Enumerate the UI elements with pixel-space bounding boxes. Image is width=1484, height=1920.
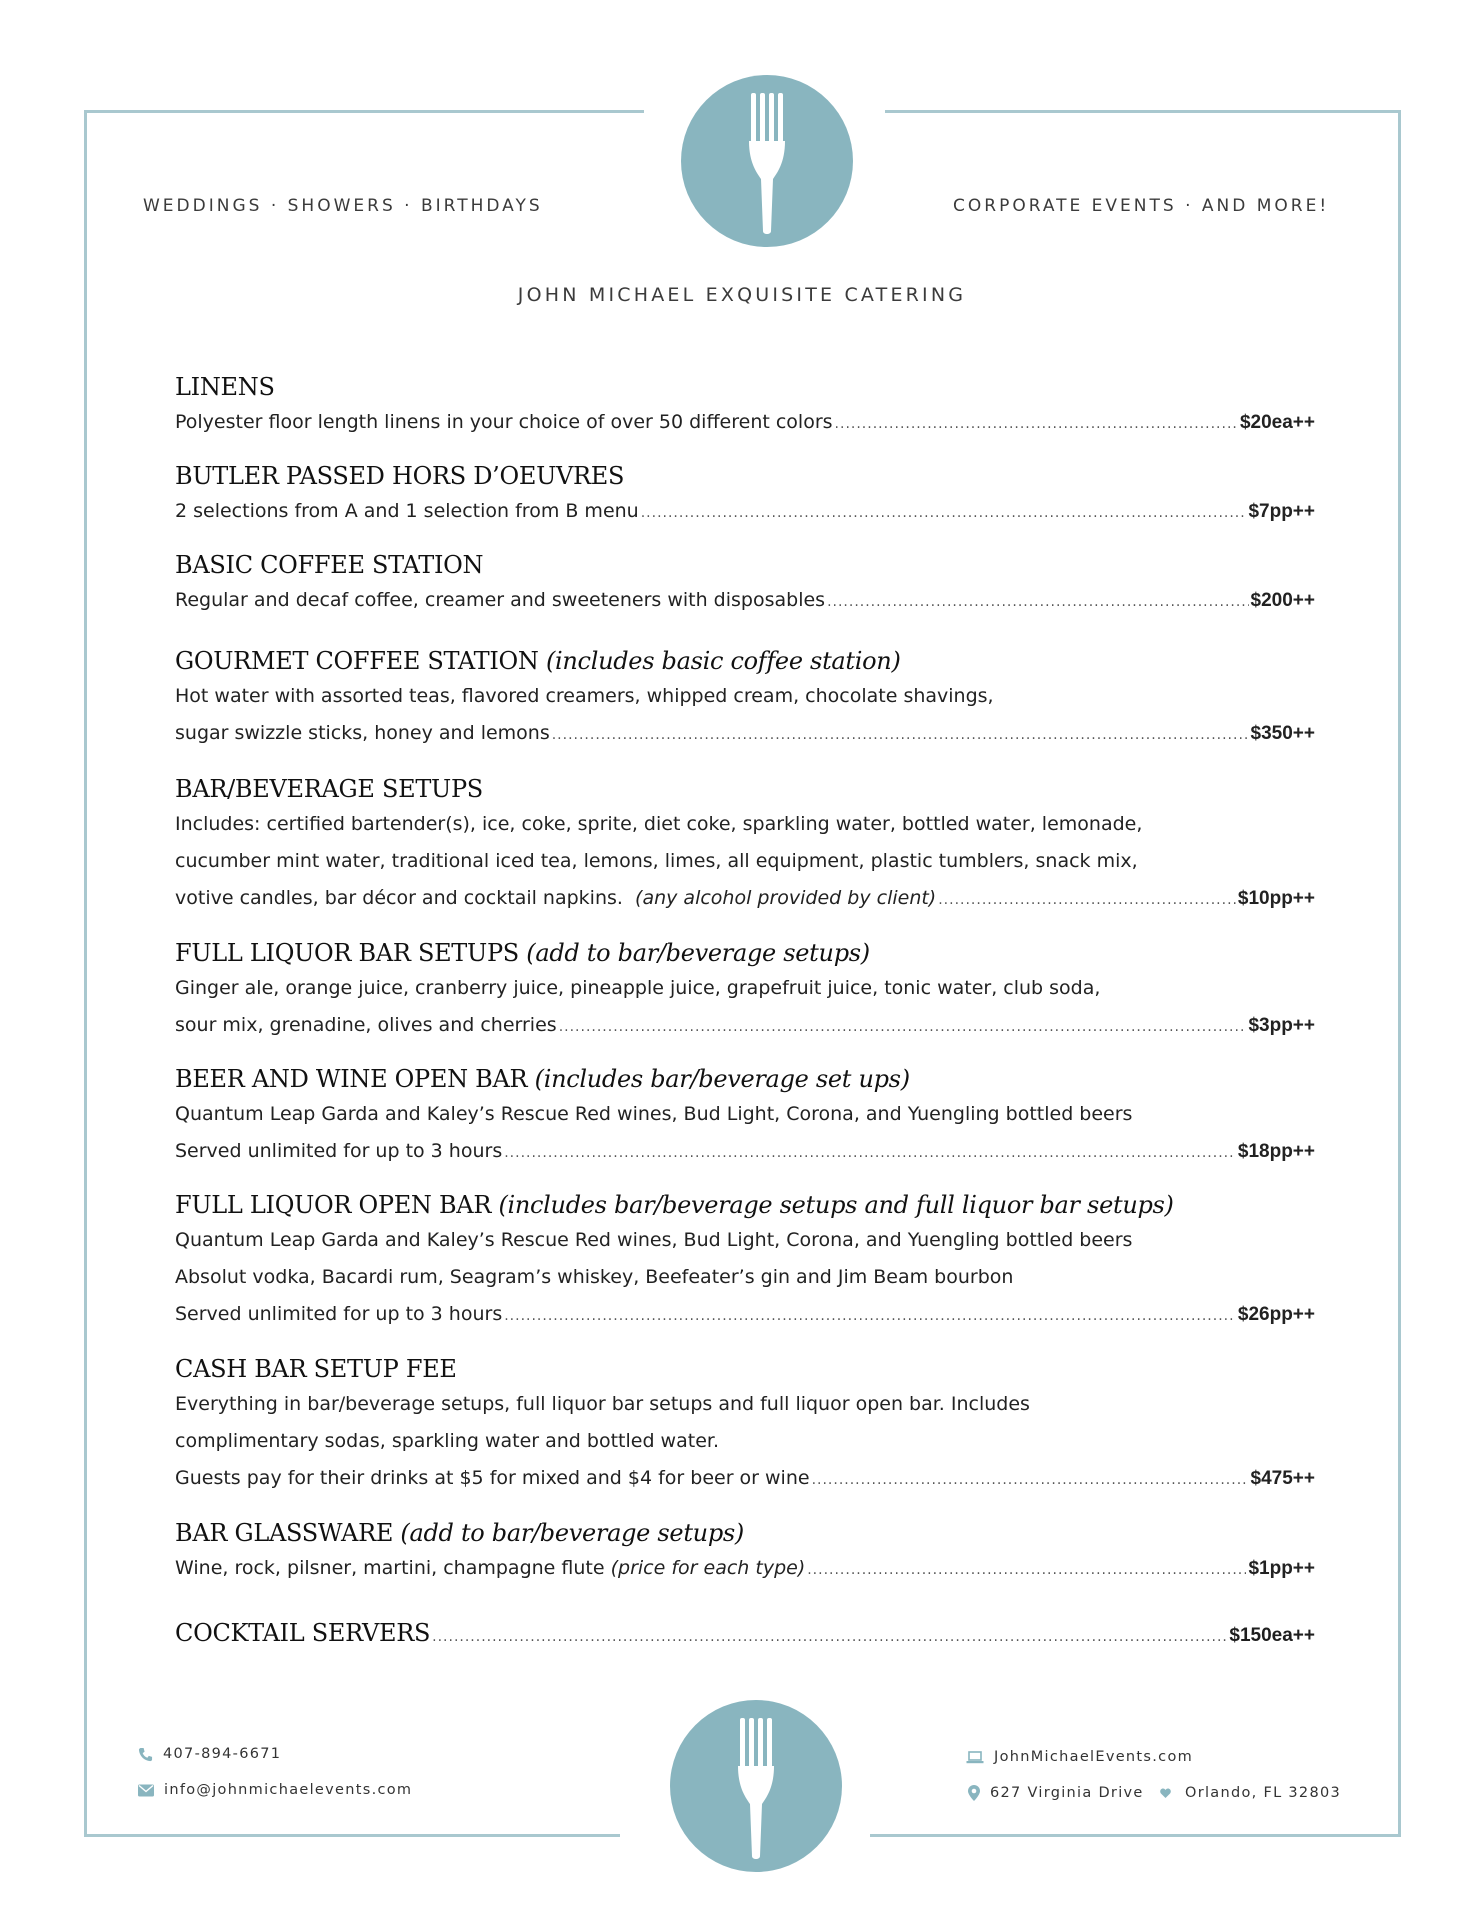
item-description: Polyester floor length linens in your choice of over 50 different colors [175, 411, 833, 433]
menu-item-cash-bar [175, 1352, 1315, 1499]
menu-item-linens [175, 370, 1315, 443]
menu-item-bar-glassware [175, 1516, 1315, 1589]
item-title: BASIC COFFEE STATION [175, 551, 484, 579]
laptop-icon [966, 1751, 984, 1764]
item-price: $150ea++ [1229, 1625, 1315, 1646]
dot-leader [807, 1552, 1246, 1589]
item-note: (price for each type) [610, 1557, 806, 1579]
item-title: BUTLER PASSED HORS D’OEUVRES [175, 462, 625, 490]
fork-logo-top [681, 75, 853, 247]
fork-logo-bottom [670, 1700, 842, 1872]
tagline-left: WEDDINGS · SHOWERS · BIRTHDAYS [143, 196, 543, 216]
item-price: $200++ [1250, 590, 1315, 611]
item-note: (any alcohol provided by client) [635, 887, 937, 909]
item-description: Wine, rock, pilsner, martini, champagne flute [175, 1557, 605, 1579]
dot-leader [504, 1298, 1236, 1335]
menu-item-full-liquor-setups [175, 936, 1315, 1046]
map-pin-icon [968, 1785, 980, 1801]
menu-item-cocktail-servers [175, 1616, 1315, 1650]
item-description: complimentary sodas, sparkling water and bottled water. [175, 1430, 719, 1452]
item-description: Quantum Leap Garda and Kaley’s Rescue Red wines, Bud Light, Corona, and Yuengling bottled beers [175, 1103, 1133, 1125]
item-description: Ginger ale, orange juice, cranberry juice, pineapple juice, grapefruit juice, tonic water, club soda, [175, 977, 1101, 999]
item-description: cucumber mint water, traditional iced tea, lemons, limes, all equipment, plastic tumblers, snack mix, [175, 850, 1138, 872]
menu-item-beer-wine [175, 1062, 1315, 1172]
heart-icon [1160, 1788, 1171, 1798]
item-description: sour mix, grenadine, olives and cherries [175, 1014, 557, 1036]
item-title: GOURMET COFFEE STATION (includes basic coffee station) [175, 647, 901, 675]
phone-icon [138, 1747, 153, 1762]
item-description: Everything in bar/beverage setups, full liquor bar setups and full liquor open bar. Includes [175, 1393, 1030, 1415]
footer-phone[interactable]: 407-894-6671 [138, 1746, 281, 1762]
item-price: $10pp++ [1237, 888, 1315, 909]
dot-leader [552, 717, 1249, 754]
item-description: Absolut vodka, Bacardi rum, Seagram’s whiskey, Beefeater’s gin and Jim Beam bourbon [175, 1266, 1014, 1288]
menu-item-bar-beverage [175, 772, 1315, 919]
menu-item-gourmet-coffee [175, 644, 1315, 754]
item-title: BAR GLASSWARE (add to bar/beverage setups) [175, 1519, 744, 1547]
item-title: BAR/BEVERAGE SETUPS [175, 775, 483, 803]
item-description: 2 selections from A and 1 selection from B menu [175, 500, 639, 522]
item-price: $3pp++ [1248, 1015, 1315, 1036]
menu-item-butler-passed [175, 459, 1315, 532]
item-title: COCKTAIL SERVERS [175, 1619, 431, 1647]
item-description: Includes: certified bartender(s), ice, coke, sprite, diet coke, sparkling water, bottled water, lemonade, [175, 813, 1143, 835]
item-title: FULL LIQUOR BAR SETUPS (add to bar/beverage setups) [175, 939, 870, 967]
item-price: $475++ [1250, 1468, 1315, 1489]
item-price: $7pp++ [1248, 501, 1315, 522]
mail-icon [138, 1784, 154, 1797]
item-description: Hot water with assorted teas, flavored creamers, whipped cream, chocolate shavings, [175, 685, 994, 707]
menu-item-full-liquor-open-bar [175, 1188, 1315, 1335]
item-price: $1pp++ [1248, 1558, 1315, 1579]
item-price: $20ea++ [1239, 412, 1315, 433]
item-description: votive candles, bar décor and cocktail napkins. [175, 887, 623, 909]
frame-right [1398, 110, 1401, 1837]
dot-leader [835, 406, 1238, 443]
item-price: $350++ [1250, 723, 1315, 744]
footer-address: 627 Virginia Drive [968, 1785, 1144, 1801]
item-title: BEER AND WINE OPEN BAR (includes bar/beverage set ups) [175, 1065, 910, 1093]
item-description: sugar swizzle sticks, honey and lemons [175, 722, 550, 744]
item-title: CASH BAR SETUP FEE [175, 1355, 457, 1383]
frame-bottom-left [84, 1834, 620, 1837]
dot-leader [559, 1009, 1247, 1046]
menu-item-basic-coffee [175, 548, 1315, 621]
item-description: Guests pay for their drinks at $5 for mixed and $4 for beer or wine [175, 1467, 810, 1489]
footer-website[interactable]: JohnMichaelEvents.com [966, 1749, 1193, 1765]
item-price: $26pp++ [1237, 1304, 1315, 1325]
footer-email[interactable]: info@johnmichaelevents.com [138, 1782, 412, 1798]
dot-leader [432, 1629, 1227, 1645]
item-title: FULL LIQUOR OPEN BAR (includes bar/beverage setups and full liquor bar setups) [175, 1191, 1174, 1219]
fork-icon [681, 75, 853, 247]
dot-leader [812, 1462, 1249, 1499]
fork-icon [670, 1700, 842, 1872]
item-description: Served unlimited for up to 3 hours [175, 1140, 503, 1162]
frame-left [84, 110, 87, 1837]
frame-top-right [885, 110, 1401, 113]
frame-bottom-right [870, 1834, 1401, 1837]
tagline-right: CORPORATE EVENTS · AND MORE! [953, 196, 1330, 216]
item-description: Served unlimited for up to 3 hours [175, 1303, 503, 1325]
dot-leader [504, 1135, 1236, 1172]
item-title: LINENS [175, 373, 275, 401]
company-name: JOHN MICHAEL EXQUISITE CATERING [517, 284, 967, 306]
dot-leader [827, 584, 1248, 621]
item-description: Quantum Leap Garda and Kaley’s Rescue Red wines, Bud Light, Corona, and Yuengling bottled beers [175, 1229, 1133, 1251]
item-description: Regular and decaf coffee, creamer and sweeteners with disposables [175, 589, 826, 611]
dot-leader [641, 495, 1247, 532]
item-price: $18pp++ [1237, 1141, 1315, 1162]
footer-city: Orlando, FL 32803 [1160, 1785, 1341, 1801]
dot-leader [938, 882, 1236, 919]
frame-top-left [84, 110, 644, 113]
